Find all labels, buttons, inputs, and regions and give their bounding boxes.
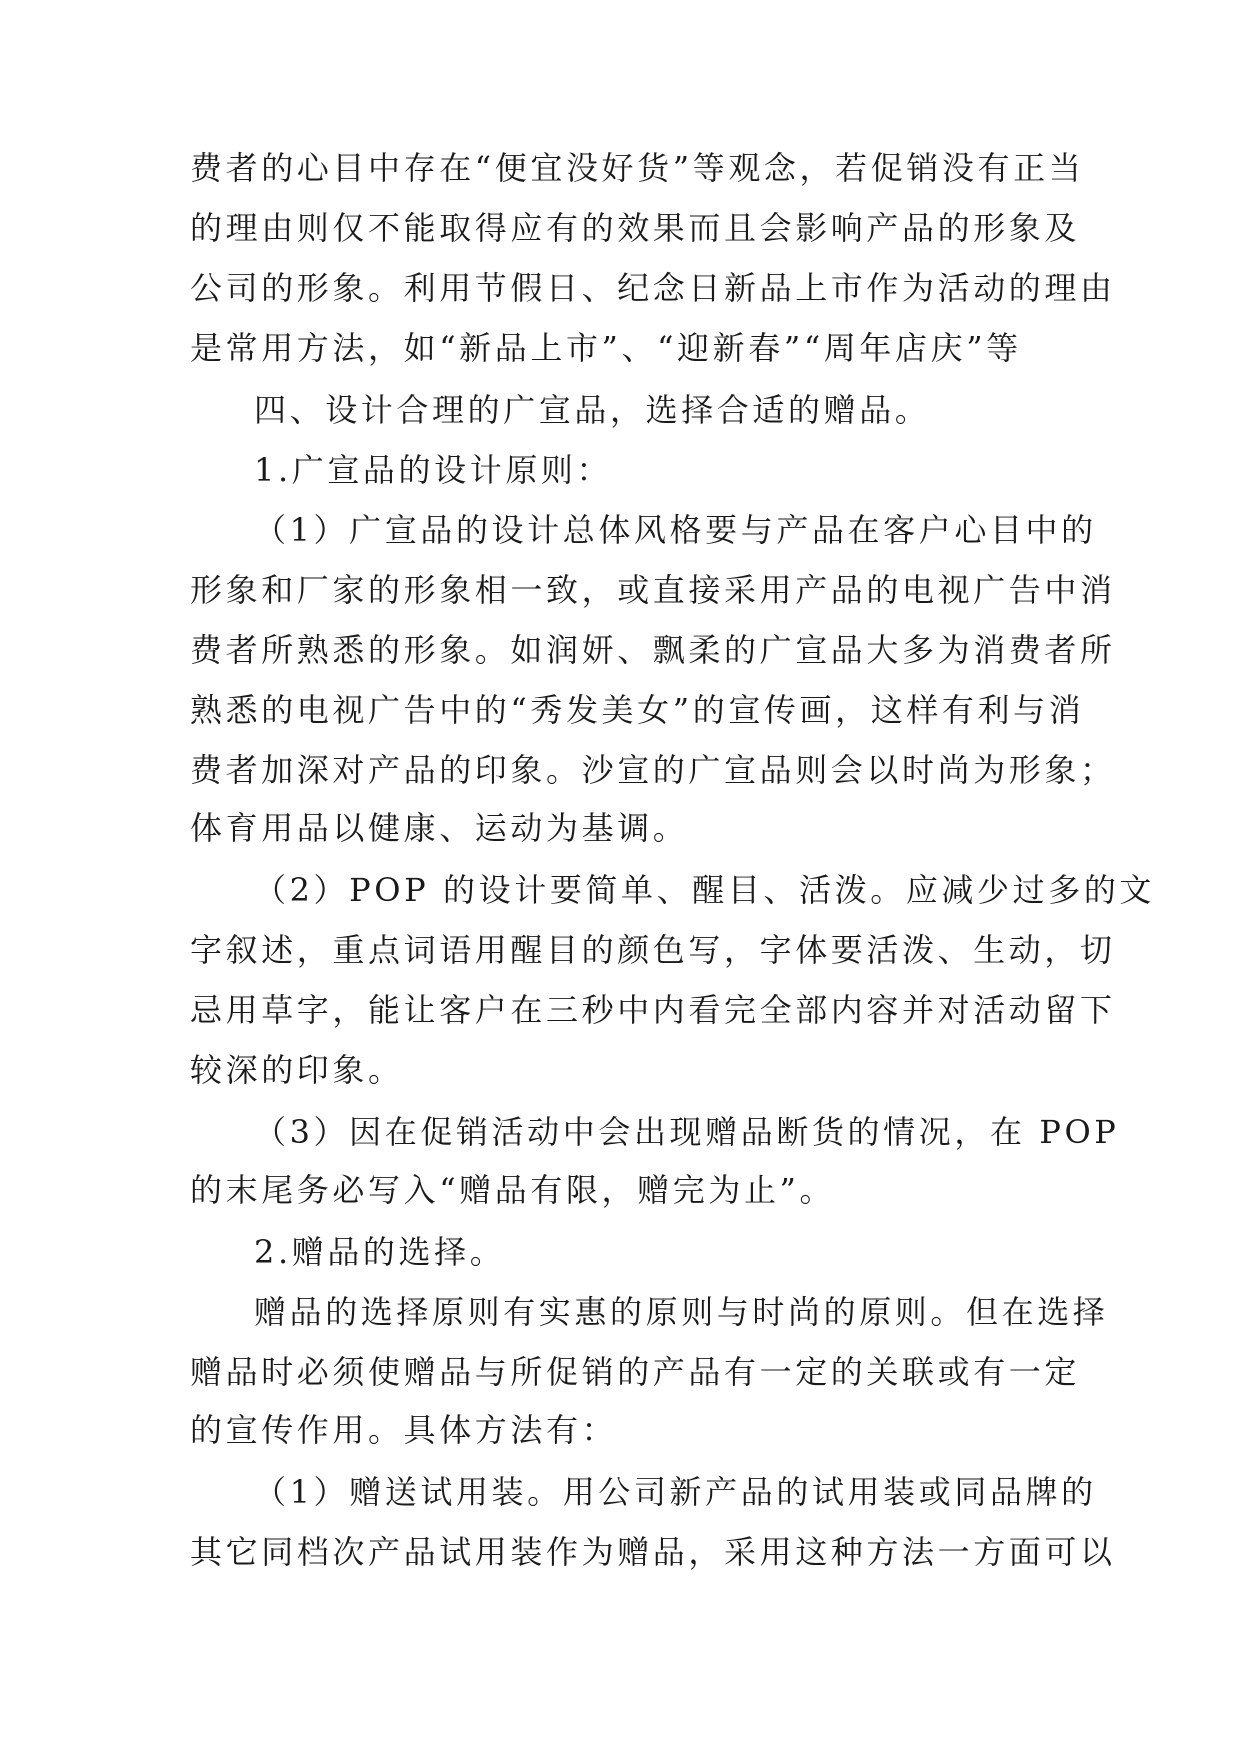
body-text-line: 的宣传作用。具体方法有：	[190, 1411, 618, 1449]
body-text-line: 是常用方法，如“新品上市”、“迎新春”“周年店庆”等	[190, 329, 1022, 367]
body-text-line: 字叙述，重点词语用醒目的颜色写，字体要活泼、生动，切	[190, 931, 1116, 969]
body-text-line: 的理由则仅不能取得应有的效果而且会影响产品的形象及	[190, 209, 1081, 247]
body-text-line: 赠品的选择原则有实惠的原则与时尚的原则。但在选择	[254, 1293, 1109, 1331]
body-text-line: 形象和厂家的形象相一致，或直接采用产品的电视广告中消	[190, 571, 1116, 609]
body-text-line: 费者所熟悉的形象。如润妍、飘柔的广宣品大多为消费者所	[190, 631, 1116, 669]
body-text-line: （1）广宣品的设计总体风格要与产品在客户心目中的	[254, 511, 1097, 549]
body-text-line: 赠品时必须使赠品与所促销的产品有一定的关联或有一定	[190, 1353, 1081, 1391]
body-text-line: （1）赠送试用装。用公司新产品的试用装或同品牌的	[254, 1473, 1097, 1511]
subsection-heading: 2.赠品的选择。	[254, 1233, 506, 1271]
body-text-line: 体育用品以健康、运动为基调。	[190, 809, 689, 847]
body-text-line: 公司的形象。利用节假日、纪念日新品上市作为活动的理由	[190, 269, 1116, 307]
section-heading: 四、设计合理的广宣品，选择合适的赠品。	[254, 391, 931, 429]
body-text-line: 的末尾务必写入“赠品有限，赠完为止”。	[190, 1171, 836, 1209]
body-text-line: 熟悉的电视广告中的“秀发美女”的宣传画，这样有利与消	[190, 691, 1085, 729]
body-text-line: 较深的印象。	[190, 1051, 404, 1089]
body-text-line: 忌用草字，能让客户在三秒中内看完全部内容并对活动留下	[190, 991, 1116, 1029]
body-text-line: 其它同档次产品试用装作为赠品，采用这种方法一方面可以	[190, 1533, 1116, 1571]
subsection-heading: 1.广宣品的设计原则：	[254, 451, 613, 489]
body-text-line: 费者加深对产品的印象。沙宣的广宣品则会以时尚为形象；	[190, 751, 1116, 789]
body-text-line: （3）因在促销活动中会出现赠品断货的情况，在 POP	[254, 1113, 1120, 1151]
body-text-line: 费者的心目中存在“便宜没好货”等观念，若促销没有正当	[190, 149, 1085, 187]
body-text-line: （2）POP 的设计要简单、醒目、活泼。应减少过多的文	[254, 871, 1156, 909]
